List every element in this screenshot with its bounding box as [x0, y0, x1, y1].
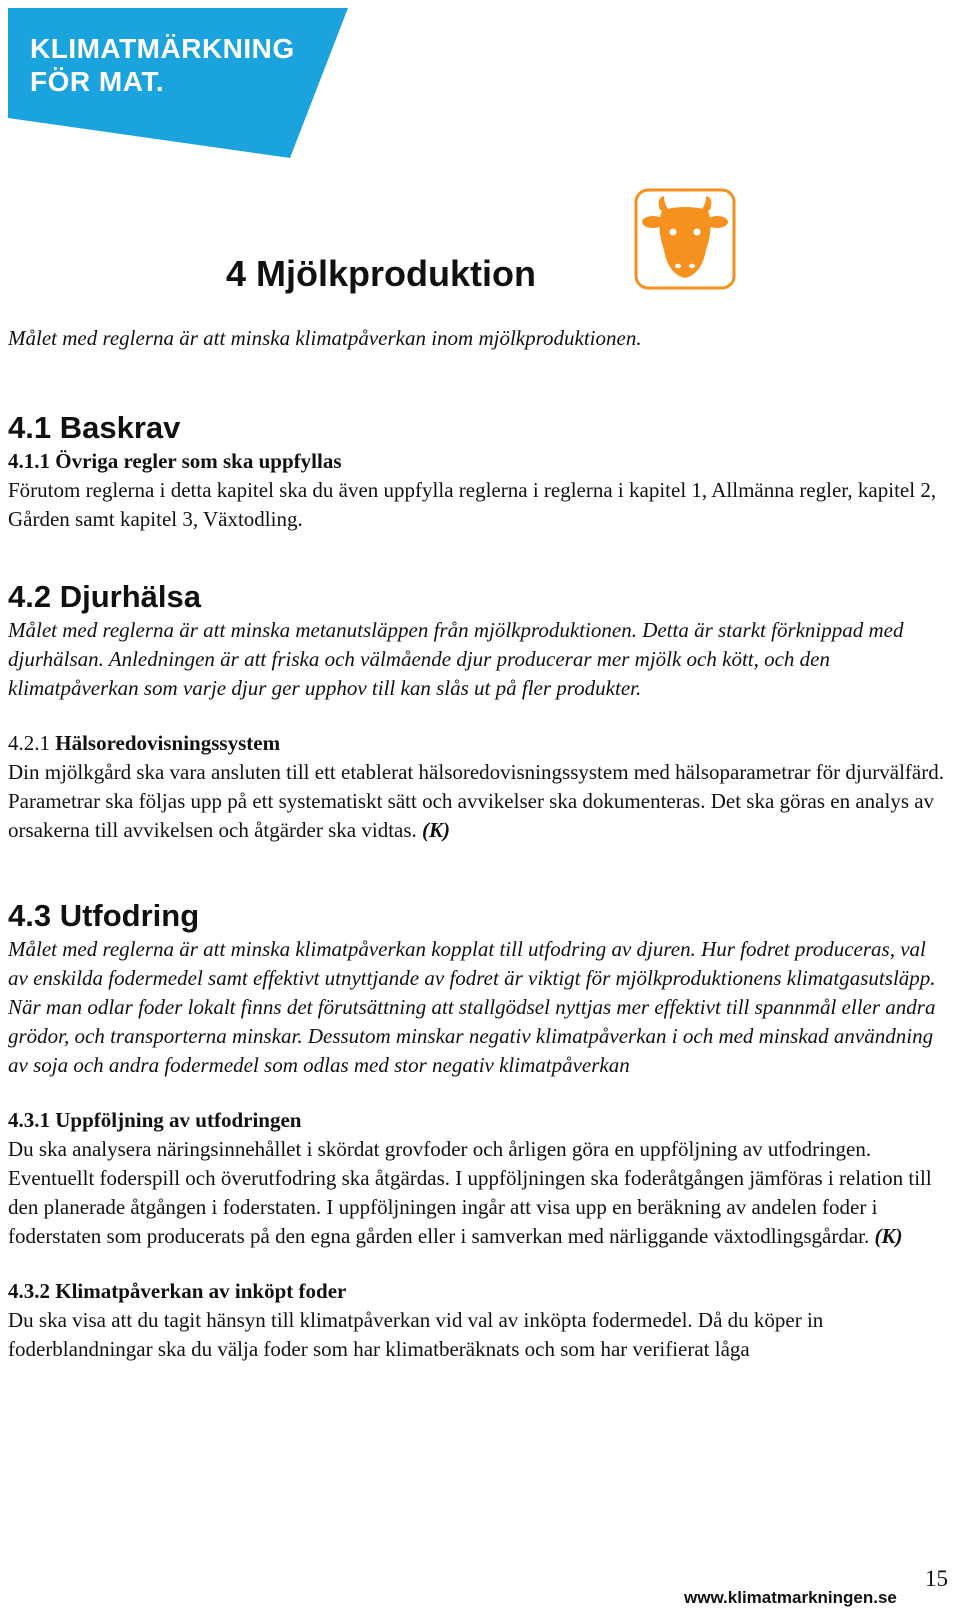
chapter-title: 4 Mjölkproduktion [226, 253, 536, 294]
section-4-2-1-text: Din mjölkgård ska vara ansluten till ett etablerat hälsoredovisningssystem med hälsoparametrar för djurvälfärd. Parametrar ska följas upp på ett systematiskt sätt och avvikelser ska dokumenteras. Det ska göras en analys av orsakerna till avvikelsen och åtgärder ska vidtas. [8, 760, 944, 842]
section-4-3-1-text: Du ska analysera näringsinnehållet i skördat grovfoder och årligen göra en uppföljning av utfodringen. Eventuellt foderspill och överutfodring ska åtgärdas. I uppföljningen ska foderåtgången jämföras i relation till den planerade åtgången i foderstaten. I uppföljningen ingår att visa upp en beräkning av andelen foder i foderstaten som producerats på den egna gården eller i samverkan med närliggande växtodlingsgårdar. [8, 1137, 932, 1248]
section-4-2-1-number: 4.2.1 [8, 731, 50, 755]
section-4-2-1-title: Hälsoredovisningssystem [55, 731, 281, 755]
page-number: 15 [925, 1566, 948, 1591]
section-4-3-heading: 4.3 Utfodring [8, 898, 200, 933]
document-body [8, 324, 950, 1364]
control-code-k: (K) [422, 818, 451, 842]
section-4-3-goal: Målet med reglerna är att minska klimatpåverkan kopplat till utfodring av djuren. Hur fodret produceras, val av enskilda fodermedel samt effektivt utnyttjande av fodret är viktigt för mjölkproduktionens klimatgasutsläpp. När man odlar foder lokalt finns det förutsättning att stallgödsel nyttjas mer effektivt till spannmål eller andra grödor, och transporterna minskar. Dessutom minskar negativ klimatpåverkan i och med minskad användning av soja och andra fodermedel som odlas med stor negativ klimatpåverkan [8, 937, 936, 1077]
section-4-1-heading: 4.1 Baskrav [8, 410, 181, 445]
logo-text: KLIMATMÄRKNING FÖR MAT. [30, 33, 295, 97]
chapter-goal: Målet med reglerna är att minska klimatpåverkan inom mjölkproduktionen. [8, 326, 642, 350]
section-4-2-1-body [8, 758, 950, 845]
section-4-1-1-body: Förutom reglerna i detta kapitel ska du även uppfylla reglerna i reglerna i kapitel 1, Allmänna regler, kapitel 2, Gården samt kapitel 3, Växtodling. [8, 478, 937, 531]
section-4-1-1-heading: 4.1.1 Övriga regler som ska uppfyllas [8, 449, 342, 473]
klimatmarkning-logo [8, 8, 353, 160]
section-4-3-1-heading: 4.3.1 Uppföljning av utfodringen [8, 1108, 302, 1132]
footer-url: www.klimatmarkningen.se [684, 1588, 897, 1607]
control-code-k: (K) [874, 1224, 903, 1248]
section-4-3-2-heading: 4.3.2 Klimatpåverkan av inköpt foder [8, 1279, 347, 1303]
section-4-3-2-body: Du ska visa att du tagit hänsyn till klimatpåverkan vid val av inköpta fodermedel. Då du köper in foderblandningar ska du välja foder som har klimatberäknats och som har verifierat låga [8, 1308, 824, 1361]
cow-icon [634, 188, 736, 290]
section-4-2-goal: Målet med reglerna är att minska metanutsläppen från mjölkproduktionen. Detta är starkt förknippad med djurhälsan. Anledningen är att friska och välmående djur producerar mer mjölk och kött, och den klimatpåverkan som varje djur ger upphov till kan slås ut på fler produkter. [8, 618, 904, 700]
section-4-2-1-heading [8, 729, 950, 758]
section-4-3-1-body [8, 1135, 950, 1251]
section-4-2-heading: 4.2 Djurhälsa [8, 579, 201, 614]
